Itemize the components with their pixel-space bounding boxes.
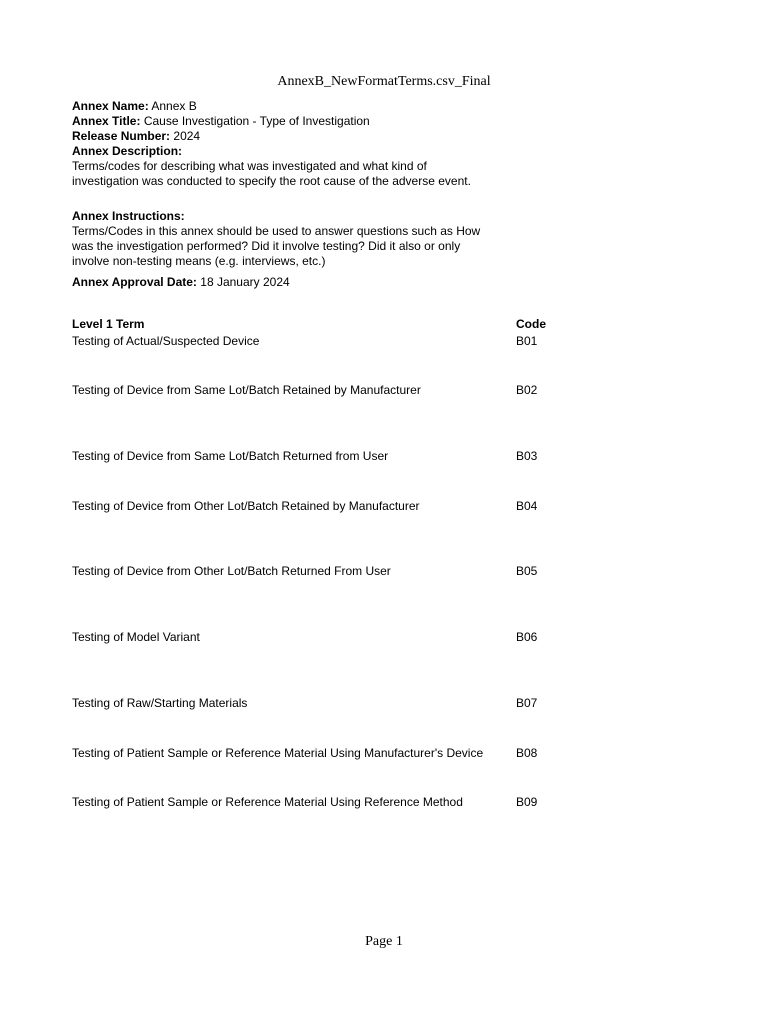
approval-date-value: 18 January 2024 xyxy=(200,275,290,289)
page-header-title: AnnexB_NewFormatTerms.csv_Final xyxy=(277,74,491,89)
table-row-term: Testing of Raw/Starting Materials xyxy=(72,696,248,710)
table-row-code: B05 xyxy=(516,564,538,578)
annex-title-line xyxy=(72,114,522,129)
release-number-label: Release Number: xyxy=(72,129,171,143)
column-header-term: Level 1 Term xyxy=(72,317,145,331)
table-row-term: Testing of Device from Other Lot/Batch Retained by Manufacturer xyxy=(72,499,420,513)
approval-date-label: Annex Approval Date: xyxy=(72,275,197,289)
annex-description-line-1: Terms/codes for describing what was investigated and what kind of xyxy=(72,159,427,173)
spacer xyxy=(72,189,522,209)
table-row-term: Testing of Actual/Suspected Device xyxy=(72,334,260,348)
table-row-code: B02 xyxy=(516,383,538,397)
table-row-code: B09 xyxy=(516,795,538,809)
annex-description-heading: Annex Description: xyxy=(72,144,183,158)
table-row-code: B03 xyxy=(516,449,538,463)
annex-description-label xyxy=(72,144,522,159)
table-row-code: B08 xyxy=(516,746,538,760)
release-number-line xyxy=(72,129,522,144)
annex-instructions-label xyxy=(72,209,522,224)
table-row-code: B07 xyxy=(516,696,538,710)
table-row-code: B06 xyxy=(516,630,538,644)
annex-description-line-2: investigation was conducted to specify the root cause of the adverse event. xyxy=(72,174,471,188)
page-number: Page 1 xyxy=(365,934,403,949)
annex-name-line xyxy=(72,99,522,114)
table-row-term: Testing of Patient Sample or Reference Material Using Manufacturer's Device xyxy=(72,746,484,760)
table-row-term: Testing of Device from Same Lot/Batch Retained by Manufacturer xyxy=(72,383,421,397)
annex-name-value: Annex B xyxy=(151,99,197,113)
annex-instructions-line-1: Terms/Codes in this annex should be used to answer questions such as How xyxy=(72,224,481,238)
annex-title-value: Cause Investigation - Type of Investigation xyxy=(143,114,370,128)
annex-title-label: Annex Title: xyxy=(72,114,141,128)
table-row-term: Testing of Model Variant xyxy=(72,630,200,644)
annex-name-label: Annex Name: xyxy=(72,99,149,113)
release-number-value: 2024 xyxy=(173,129,201,143)
table-row-term: Testing of Device from Same Lot/Batch Returned from User xyxy=(72,449,389,463)
annex-metadata xyxy=(72,99,522,290)
table-row-code: B04 xyxy=(516,499,538,513)
annex-instructions-line-3: involve non-testing means (e.g. interviews, etc.) xyxy=(72,254,326,268)
annex-instructions-line-2: was the investigation performed? Did it involve testing? Did it also or only xyxy=(72,239,461,253)
table-row-term: Testing of Device from Other Lot/Batch Returned From User xyxy=(72,564,391,578)
table-row-code: B01 xyxy=(516,334,538,348)
approval-date-line xyxy=(72,275,522,290)
table-row-term: Testing of Patient Sample or Reference Material Using Reference Method xyxy=(72,795,463,809)
column-header-code: Code xyxy=(516,317,546,331)
annex-instructions-heading: Annex Instructions: xyxy=(72,209,185,223)
